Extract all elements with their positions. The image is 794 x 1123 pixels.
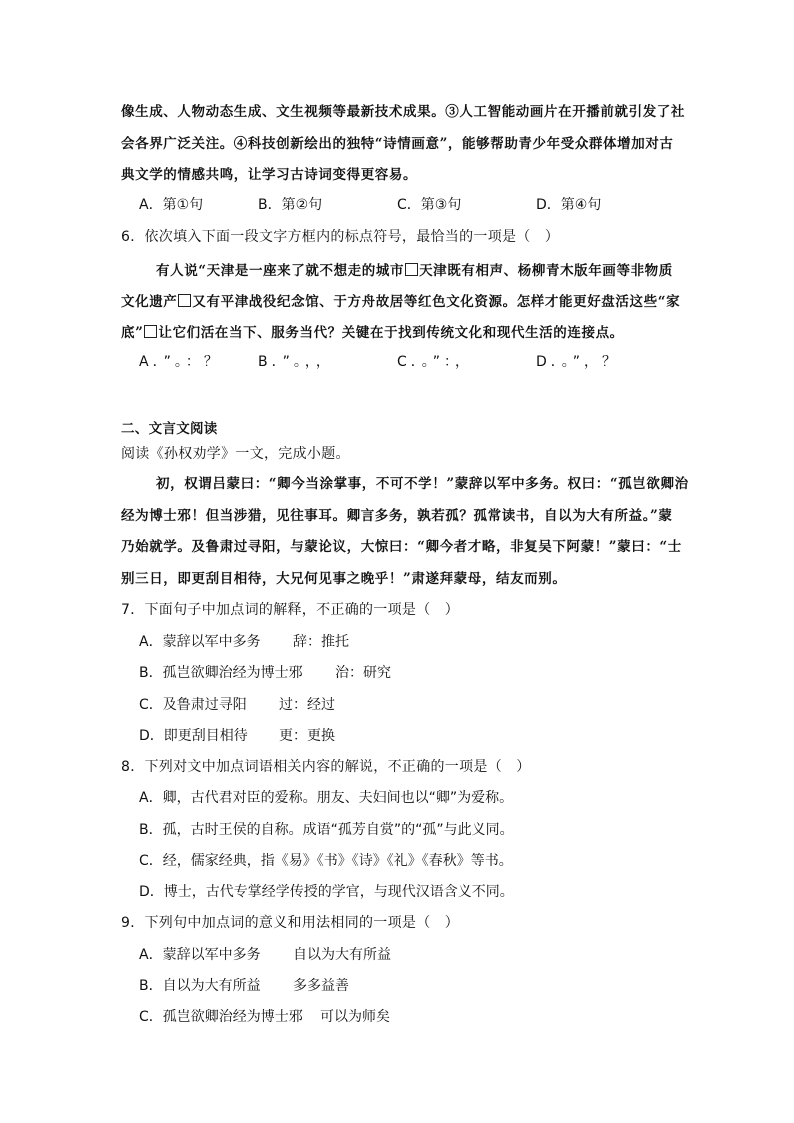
q7-option-d-gloss: 更：更换 — [279, 728, 335, 744]
q9-stem: 9．下列句中加点词的意义和用法相同的一项是（ ） — [121, 915, 460, 931]
passage-line-1: 初，权谓吕蒙曰：“卿今当涂掌事，不可不学！”蒙辞以军中多务。权曰：“孤岂欲卿治 — [156, 476, 689, 492]
q6-p3-part-b: 让它们活在当下、服务当代？关键在于找到传统文化和现代生活的连接点。 — [158, 325, 624, 341]
q8-option-c[interactable]: C．经，儒家经典，指《易》《书》《诗》《礼》《春秋》等书。 — [139, 853, 513, 869]
q7-option-b[interactable]: B．孤岂欲卿治经为博士邪 — [139, 665, 303, 681]
q8-stem: 8．下列对文中加点词语相关内容的解说，不正确的一项是（ ） — [121, 759, 531, 775]
section-intro: 阅读《孙权劝学》一文，完成小题。 — [121, 446, 350, 462]
blank-box-3 — [144, 325, 157, 338]
q6-passage-line-2 — [121, 294, 680, 310]
q5-text-line-3: 典文学的情感共鸣，让学习古诗词变得更容易。 — [121, 167, 418, 183]
q7-option-c-gloss: 过：经过 — [279, 697, 335, 713]
q6-stem: 6．依次填入下面一段文字方框内的标点符号，最恰当的一项是（ ） — [121, 229, 560, 245]
q5-option-b[interactable]: B．第②句 — [258, 197, 323, 213]
q8-option-b[interactable]: B．孤，古时王侯的自称。成语“孤芳自赏”的“孤”与此义同。 — [139, 822, 514, 838]
q8-option-a[interactable]: A．卿，古代君对臣的爱称。朋友、夫妇间也以“卿”为爱称。 — [139, 790, 514, 806]
q7-option-b-gloss: 治：研究 — [335, 665, 391, 681]
q7-option-a[interactable]: A．蒙辞以军中多务 — [139, 634, 261, 650]
q9-option-a-pair: 自以为大有所益 — [293, 947, 391, 963]
q6-option-a[interactable]: A．”。：？ — [139, 354, 222, 370]
q5-text-line-2: 会各界广泛关注。④科技创新绘出的独特“诗情画意”，能够帮助青少年受众群体增加对古 — [121, 136, 674, 152]
q7-option-c[interactable]: C．及鲁肃过寻阳 — [139, 697, 247, 713]
q6-option-d[interactable]: D．。”，？ — [536, 354, 621, 370]
q9-option-b-pair: 多多益善 — [293, 978, 349, 994]
q6-p2-part-a: 文化遗产 — [121, 294, 178, 310]
q7-option-d[interactable]: D．即更刮目相待 — [139, 728, 248, 744]
passage-line-4: 别三日，即更刮目相待，大兄何见事之晚乎！”肃遂拜蒙母，结友而别。 — [121, 571, 567, 587]
q6-p3-part-a: 底” — [121, 325, 144, 341]
q7-option-a-gloss: 辞：推托 — [293, 634, 349, 650]
q5-text-line-1: 像生成、人物动态生成、文生视频等最新技术成果。③人工智能动画片在开播前就引发了社 — [121, 104, 685, 120]
q5-option-c[interactable]: C．第③句 — [397, 197, 462, 213]
q6-p1-part-b: 天津既有相声、杨柳青木版年画等非物质 — [419, 263, 673, 279]
q8-option-d[interactable]: D．博士，古代专掌经学传授的学官，与现代汉语含义不同。 — [139, 884, 514, 900]
q9-option-b[interactable]: B．自以为大有所益 — [139, 978, 261, 994]
q5-option-d[interactable]: D．第④句 — [536, 197, 602, 213]
q9-option-c[interactable]: C．孤岂欲卿治经为博士邪 — [139, 1009, 303, 1025]
q6-p2-part-b: 又有平津战役纪念馆、于方舟故居等红色文化资源。怎样才能更好盘活这些“家 — [192, 294, 681, 310]
passage-line-3: 乃始就学。及鲁肃过寻阳，与蒙论议，大惊曰：“卿今者才略，非复吴下阿蒙！”蒙曰：“士 — [121, 539, 682, 555]
q6-p1-part-a: 有人说“天津是一座来了就不想走的城市 — [156, 263, 405, 279]
q5-option-a[interactable]: A．第①句 — [139, 197, 204, 213]
q6-option-b[interactable]: B．”。，， — [258, 354, 334, 370]
q9-option-c-pair: 可以为师矣 — [320, 1009, 390, 1025]
blank-box-1 — [405, 263, 418, 276]
q6-passage-line-3 — [121, 325, 624, 341]
section-heading: 二、文言文阅读 — [121, 421, 218, 437]
q9-option-a[interactable]: A．蒙辞以军中多务 — [139, 947, 261, 963]
passage-line-2: 经为博士邪！但当涉猎，见往事耳。卿言多务，孰若孤？孤常读书，自以为大有所益。”蒙 — [121, 508, 673, 524]
q6-option-c[interactable]: C．。”：， — [397, 354, 474, 370]
blank-box-2 — [178, 294, 191, 307]
q6-passage-line-1 — [156, 263, 673, 279]
q7-stem: 7．下面句子中加点词的解释，不正确的一项是（ ） — [121, 602, 460, 618]
